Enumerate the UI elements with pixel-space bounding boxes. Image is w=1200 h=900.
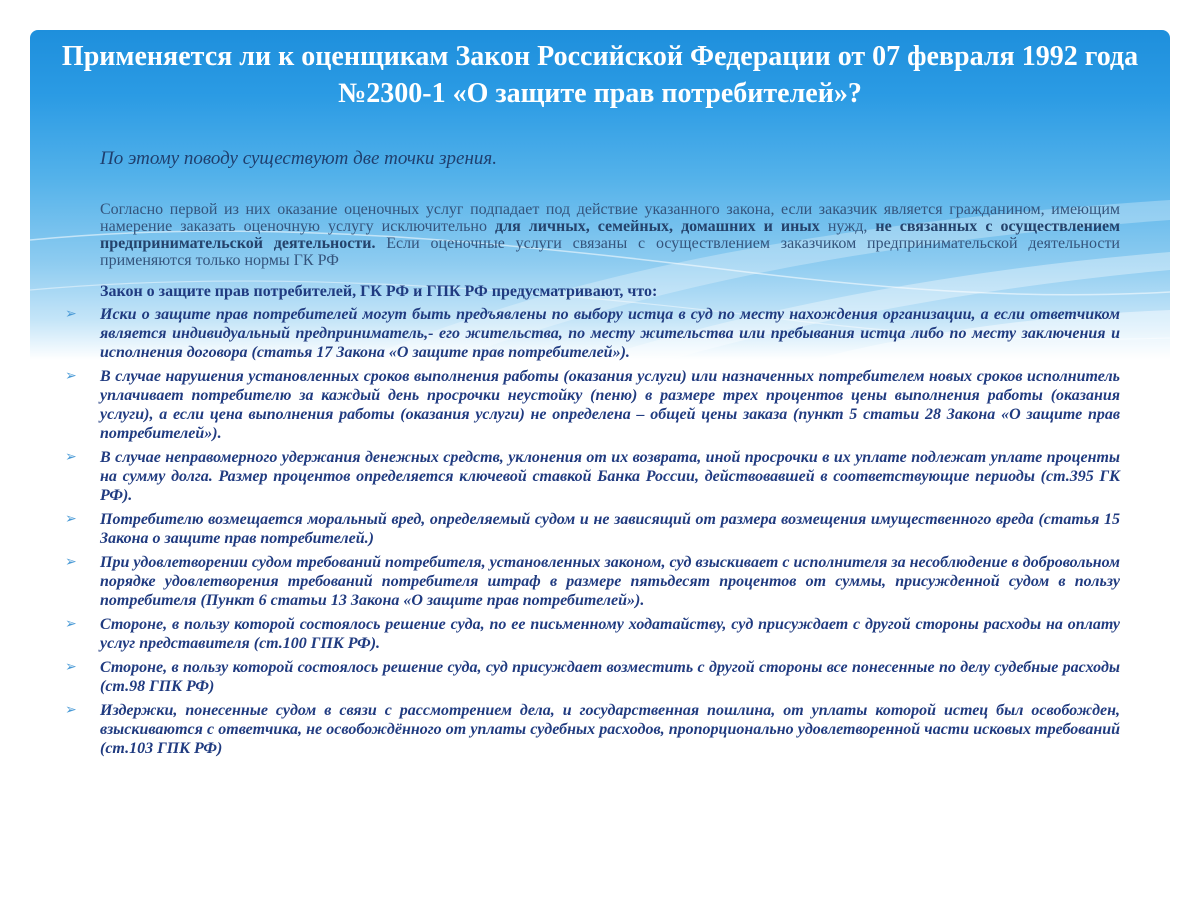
list-heading: Закон о защите прав потребителей, ГК РФ и ГПК РФ предусматривают, что: (100, 283, 658, 300)
list-item-text: Издержки, понесенные судом в связи с рассмотрением дела, и государственная пошлина, от уплаты которой истец был освобожден, взыскиваются с ответчика, не освобождённого от уплаты судебных расходов, пропорционально удовлетворенной части исковых требований (ст.103 ГПК РФ) (100, 702, 1120, 757)
list-item (65, 615, 1120, 653)
arrow-bullet-icon: ➢ (65, 659, 77, 675)
para-text-3: Если оценочные услуги связаны с осуществлением заказчиком предпринимательской деятельности применяются только нормы ГК РФ (100, 235, 1120, 269)
para-text-2: нужд, (827, 218, 868, 235)
arrow-bullet-icon: ➢ (65, 554, 77, 570)
list-item (65, 658, 1120, 696)
para-bold-2: не связанных с осуществлением предпринимательской деятельности. (100, 218, 1121, 252)
list-item (65, 448, 1120, 505)
list-item (65, 701, 1120, 758)
para-text-1: Согласно первой из них оказание оценочных услуг подпадает под действие указанного закона, если заказчик является гражданином, имеющим намерение заказать оценочную услугу исключительно (100, 201, 1120, 235)
list-item-text: Иски о защите прав потребителей могут быть предъявлены по выбору истца в суд по месту нахождения организации, а если ответчиком является индивидуальный предприниматель,- его жительства, по месту жительства или пребывания истца либо по месту заключения и исполнения договора (статья 17 Закона «О защите прав потребителей»). (100, 306, 1120, 361)
list-item (65, 305, 1120, 362)
list-item-text: Стороне, в пользу которой состоялось решение суда, суд присуждает возместить с другой стороны все понесенные по делу судебные расходы (ст.98 ГПК РФ) (100, 659, 1120, 695)
arrow-bullet-icon: ➢ (65, 702, 77, 718)
list-item-text: Потребителю возмещается моральный вред, определяемый судом и не зависящий от размера возмещения имущественного вреда (статья 15 Закона о защите прав потребителей.) (100, 511, 1120, 547)
description-paragraph (100, 201, 1120, 269)
arrow-bullet-icon: ➢ (65, 511, 77, 527)
list-item-text: В случае нарушения установленных сроков выполнения работы (оказания услуги) или назначенных потребителем новых сроков исполнитель уплачивает потребителю за каждый день просрочки неустойку (пеню) в размере трех процентов цены выполнения работы (оказания услуги), а если цена выполнения работы (оказания услуги) не определена – общей цены заказа (пункт 5 статьи 28 Закона «О защите прав потребителей»). (100, 368, 1120, 442)
arrow-bullet-icon: ➢ (65, 306, 77, 322)
list-item-text: Стороне, в пользу которой состоялось решение суда, по ее письменному ходатайству, суд присуждает с другой стороны расходы на оплату услуг представителя (ст.100 ГПК РФ). (100, 616, 1120, 652)
list-item (65, 553, 1120, 610)
list-item (65, 510, 1120, 548)
bullet-list (65, 305, 1120, 763)
list-item-text: В случае неправомерного удержания денежных средств, уклонения от их возврата, иной просрочки в их уплате подлежат уплате проценты на сумму долга. Размер процентов определяется ключевой ставкой Банка России, действовавшей в соответствующие периоды (ст.395 ГК РФ). (100, 449, 1120, 504)
para-bold-1: для личных, семейных, домашних и иных (495, 218, 820, 235)
list-item (65, 367, 1120, 443)
intro-text: По этому поводу существуют две точки зрения. (100, 148, 497, 169)
arrow-bullet-icon: ➢ (65, 449, 77, 465)
arrow-bullet-icon: ➢ (65, 368, 77, 384)
list-item-text: При удовлетворении судом требований потребителя, установленных законом, суд взыскивает с исполнителя за несоблюдение в добровольном порядке удовлетворения требований потребителя штраф в размере пятьдесят процентов от суммы, присужденной судом в пользу потребителя (Пункт 6 статьи 13 Закона «О защите прав потребителей»). (100, 554, 1120, 609)
arrow-bullet-icon: ➢ (65, 616, 77, 632)
slide-title: Применяется ли к оценщикам Закон Российской Федерации от 07 февраля 1992 года №2300-1 «О защите прав потребителей»? (61, 41, 1139, 109)
